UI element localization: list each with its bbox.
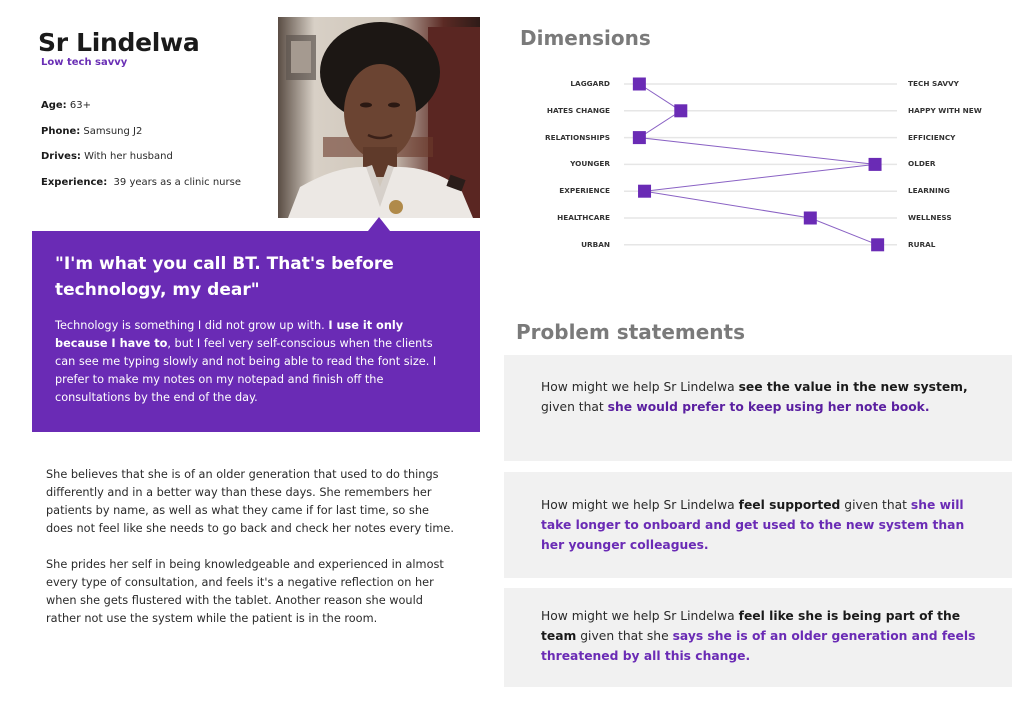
fact-label: Phone: <box>41 125 81 137</box>
fact-value: 39 years as a clinic nurse <box>107 176 241 188</box>
problem-text <box>541 495 981 555</box>
problem-text-bold: see the value in the new system, <box>738 380 968 394</box>
quote-body <box>55 317 455 407</box>
fact-age <box>41 100 241 126</box>
problem-text <box>541 377 981 417</box>
persona-bio <box>46 466 456 628</box>
dimension-marker <box>633 78 646 91</box>
problem-text-normal: How might we help Sr Lindelwa <box>541 380 739 394</box>
problem-card <box>504 355 1012 461</box>
problem-text-normal: given that <box>541 400 608 414</box>
quote-title: "I'm what you call BT. That's before technology, my dear" <box>55 254 394 300</box>
problem-card <box>504 588 1012 687</box>
dimension-label-right: HAPPY WITH NEW <box>908 105 982 115</box>
dimension-marker <box>869 158 882 171</box>
quote-text-bold: I use it only because I have to <box>55 319 404 350</box>
dimension-label-left: HATES CHANGE <box>546 105 610 115</box>
quote-text: , but I feel very self-conscious when the clients can see me typing slowly and not being able to read the font size. I prefer to make my notes on my notepad and finish off the consultations by the end of the day. <box>55 337 437 404</box>
problem-text-normal: given that she <box>576 629 673 643</box>
bio-paragraph: She believes that she is of an older generation that used to do things differently and in a better way than these days. She remembers her patients by name, as well as what they came if for last time, so she does not feel like she needs to go back and check her notes every time. <box>46 468 454 535</box>
dimension-marker <box>804 212 817 225</box>
problem-text-highlight: says she is of an older generation and feels threatened by all this change. <box>541 629 976 663</box>
dimension-label-right: LEARNING <box>908 186 950 196</box>
problem-text-normal: How might we help Sr Lindelwa <box>541 498 739 512</box>
dimension-marker <box>871 238 884 251</box>
dimension-label-left: LAGGARD <box>570 79 610 88</box>
dimension-label-left: HEALTHCARE <box>557 213 610 222</box>
dimension-label-left: EXPERIENCE <box>559 186 610 196</box>
quote-pointer <box>368 217 390 231</box>
problems-heading: Problem statements <box>516 320 745 344</box>
fact-value: Samsung J2 <box>80 125 143 137</box>
dimension-label-left: RELATIONSHIPS <box>544 132 610 142</box>
dimension-marker <box>638 185 651 198</box>
fact-experience <box>41 177 241 203</box>
dimension-label-right: RURAL <box>908 239 936 249</box>
persona-subtitle: Low tech savvy <box>41 57 128 68</box>
quote-box <box>32 231 480 432</box>
dimension-marker <box>674 104 687 117</box>
problem-text-highlight: she will take longer to onboard and get used to the new system than her younger colleagues. <box>541 498 965 552</box>
fact-label: Age: <box>41 100 67 111</box>
fact-value: With her husband <box>80 151 173 162</box>
dimension-connector-line <box>639 84 877 245</box>
dimension-marker <box>633 131 646 144</box>
fact-label: Experience: <box>41 176 108 188</box>
problem-text-highlight: she would prefer to keep using her note book. <box>607 400 930 414</box>
dimensions-heading: Dimensions <box>520 26 651 50</box>
problem-card <box>504 472 1012 578</box>
problem-text-bold: feel supported <box>738 498 841 512</box>
problem-text <box>541 606 981 666</box>
problem-text-normal: given that <box>840 498 911 512</box>
problem-text-bold: feel like she is being part of the team <box>541 609 961 643</box>
fact-drives <box>41 151 241 177</box>
persona-photo <box>278 17 480 218</box>
portrait-illustration <box>278 17 480 218</box>
quote-text: Technology is something I did not grow up with. <box>55 319 329 332</box>
dimension-label-left: YOUNGER <box>570 159 610 169</box>
fact-label: Drives: <box>41 151 81 162</box>
dimension-label-right: TECH SAVVY <box>908 79 959 88</box>
dimension-label-right: OLDER <box>908 159 936 169</box>
bio-paragraph: She prides her self in being knowledgeable and experienced in almost every type of consultation, and feels it's a negative reflection on her when she gets flustered with the tablet. Another reason she would rather not use the system while the patient is in the room. <box>46 558 444 625</box>
dimension-label-right: WELLNESS <box>908 213 952 222</box>
problem-text-normal: How might we help Sr Lindelwa <box>541 609 739 623</box>
persona-name: Sr Lindelwa <box>38 28 200 57</box>
dimension-label-left: URBAN <box>581 239 610 249</box>
fact-value: 63+ <box>66 100 91 111</box>
persona-facts <box>41 100 241 202</box>
fact-phone <box>41 126 241 152</box>
dimension-label-right: EFFICIENCY <box>908 132 956 142</box>
